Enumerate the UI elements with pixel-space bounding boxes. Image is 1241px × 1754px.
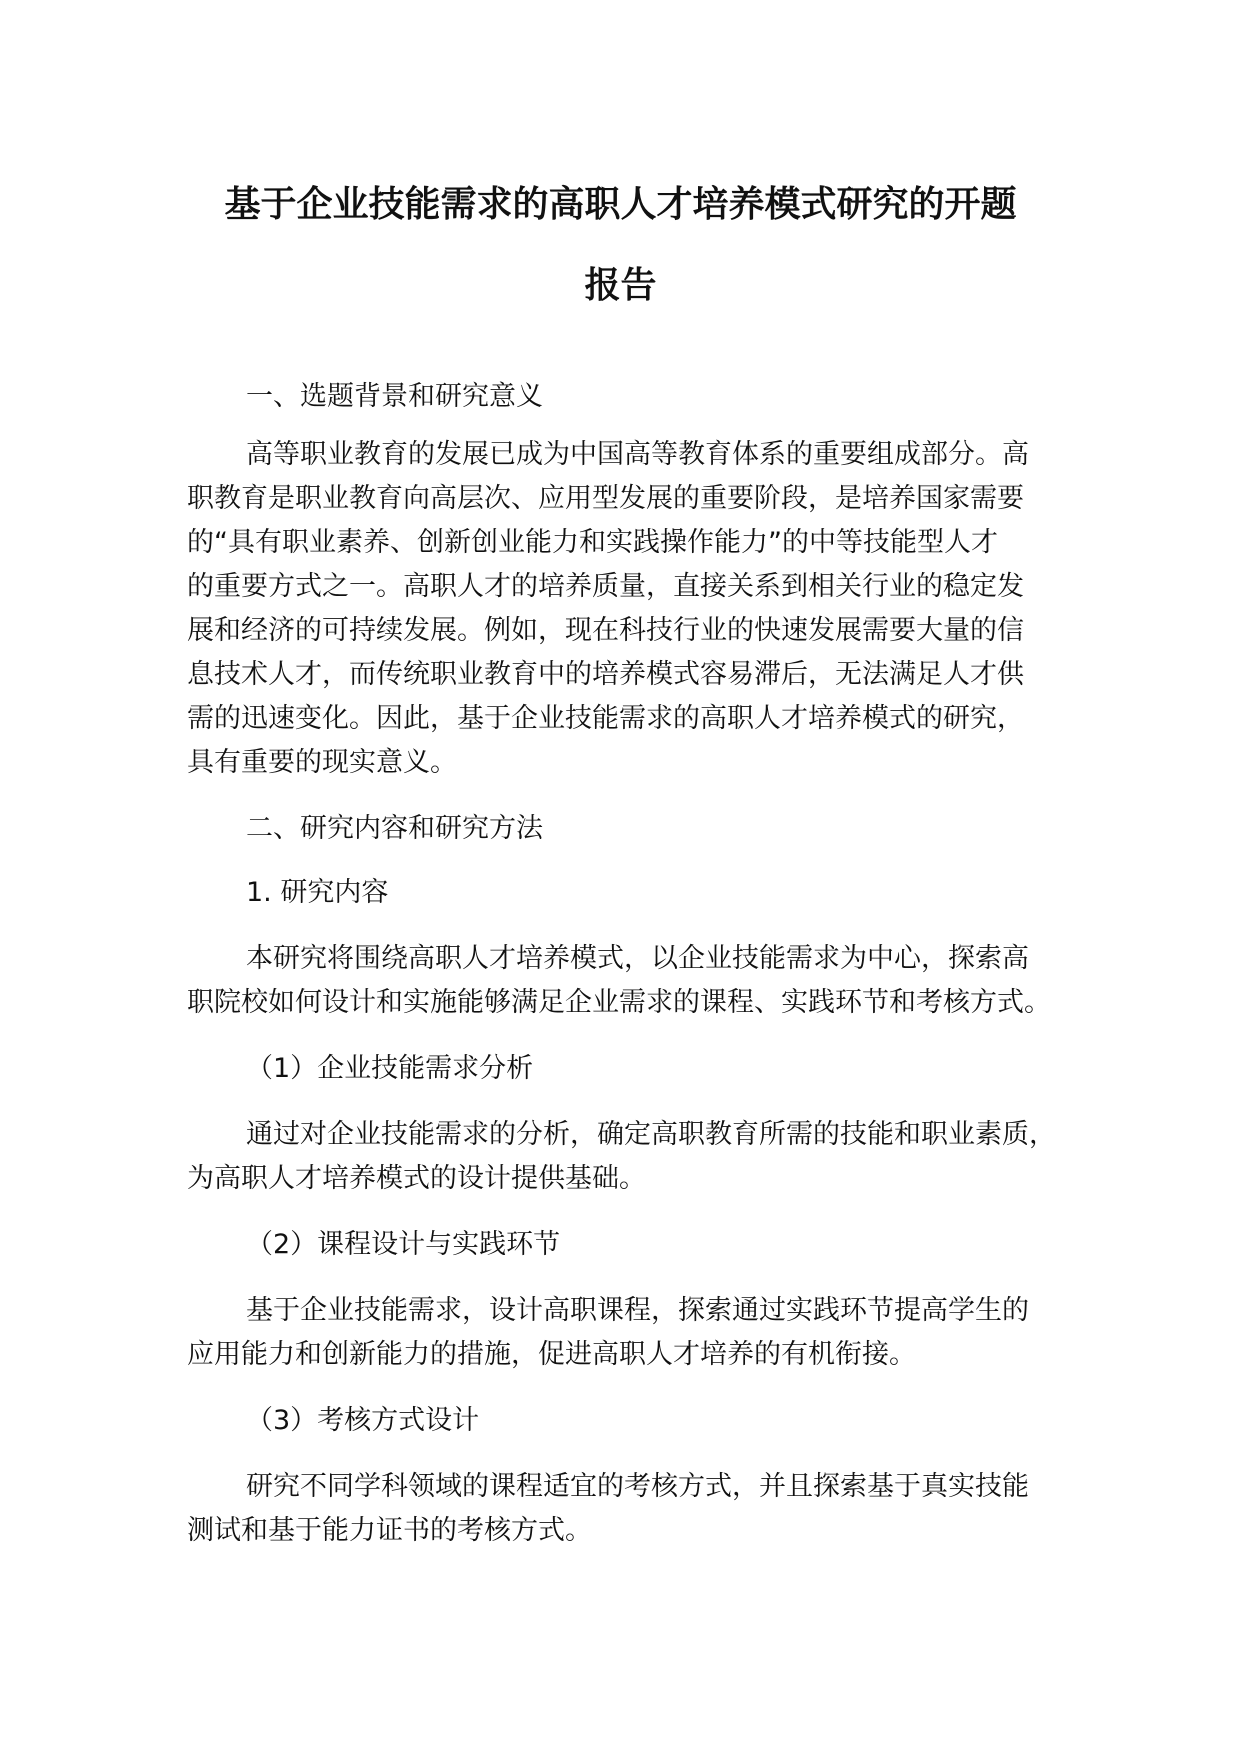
paragraph-line: 研究不同学科领域的课程适宜的考核方式，并且探索基于真实技能 [246,1471,1029,1502]
paragraph-line: 职教育是职业教育向高层次、应用型发展的重要阶段，是培养国家需要 [187,483,1024,514]
paragraph-line: 职院校如何设计和实施能够满足企业需求的课程、实践环节和考核方式。 [187,987,1051,1018]
paragraph-line: 基于企业技能需求，设计高职课程，探索通过实践环节提高学生的 [246,1295,1029,1326]
paragraph-line: 通过对企业技能需求的分析，确定高职教育所需的技能和职业素质， [246,1119,1056,1150]
paragraph-line: 的重要方式之一。高职人才的培养质量，直接关系到相关行业的稳定发 [187,571,1024,602]
paragraph-line: 息技术人才，而传统职业教育中的培养模式容易滞后，无法满足人才供 [187,659,1024,690]
section-2-heading: 二、研究内容和研究方法 [246,813,543,844]
paragraph-line: 展和经济的可持续发展。例如，现在科技行业的快速发展需要大量的信 [187,615,1024,646]
document-title-line-2: 报告 [584,265,657,306]
paragraph-line: 高等职业教育的发展已成为中国高等教育体系的重要组成部分。高 [246,439,1029,470]
paragraph-line: 的“具有职业素养、创新创业能力和实践操作能力”的中等技能型人才 [187,527,998,558]
paragraph-line: 应用能力和创新能力的措施，促进高职人才培养的有机衔接。 [187,1339,916,1370]
item-3-heading: （3）考核方式设计 [246,1405,480,1436]
paragraph-line: 为高职人才培养模式的设计提供基础。 [187,1163,646,1194]
paragraph-line: 测试和基于能力证书的考核方式。 [187,1515,592,1546]
paragraph-line: 具有重要的现实意义。 [187,747,457,778]
research-content-heading: 1. 研究内容 [246,877,389,908]
item-1-heading: （1）企业技能需求分析 [246,1053,534,1084]
document-title-line-1: 基于企业技能需求的高职人才培养模式研究的开题 [224,184,1017,225]
paragraph-line: 需的迅速变化。因此，基于企业技能需求的高职人才培养模式的研究， [187,703,1024,734]
section-1-heading: 一、选题背景和研究意义 [246,381,543,412]
paragraph-line: 本研究将围绕高职人才培养模式，以企业技能需求为中心，探索高 [246,943,1029,974]
item-2-heading: （2）课程设计与实践环节 [246,1229,561,1260]
